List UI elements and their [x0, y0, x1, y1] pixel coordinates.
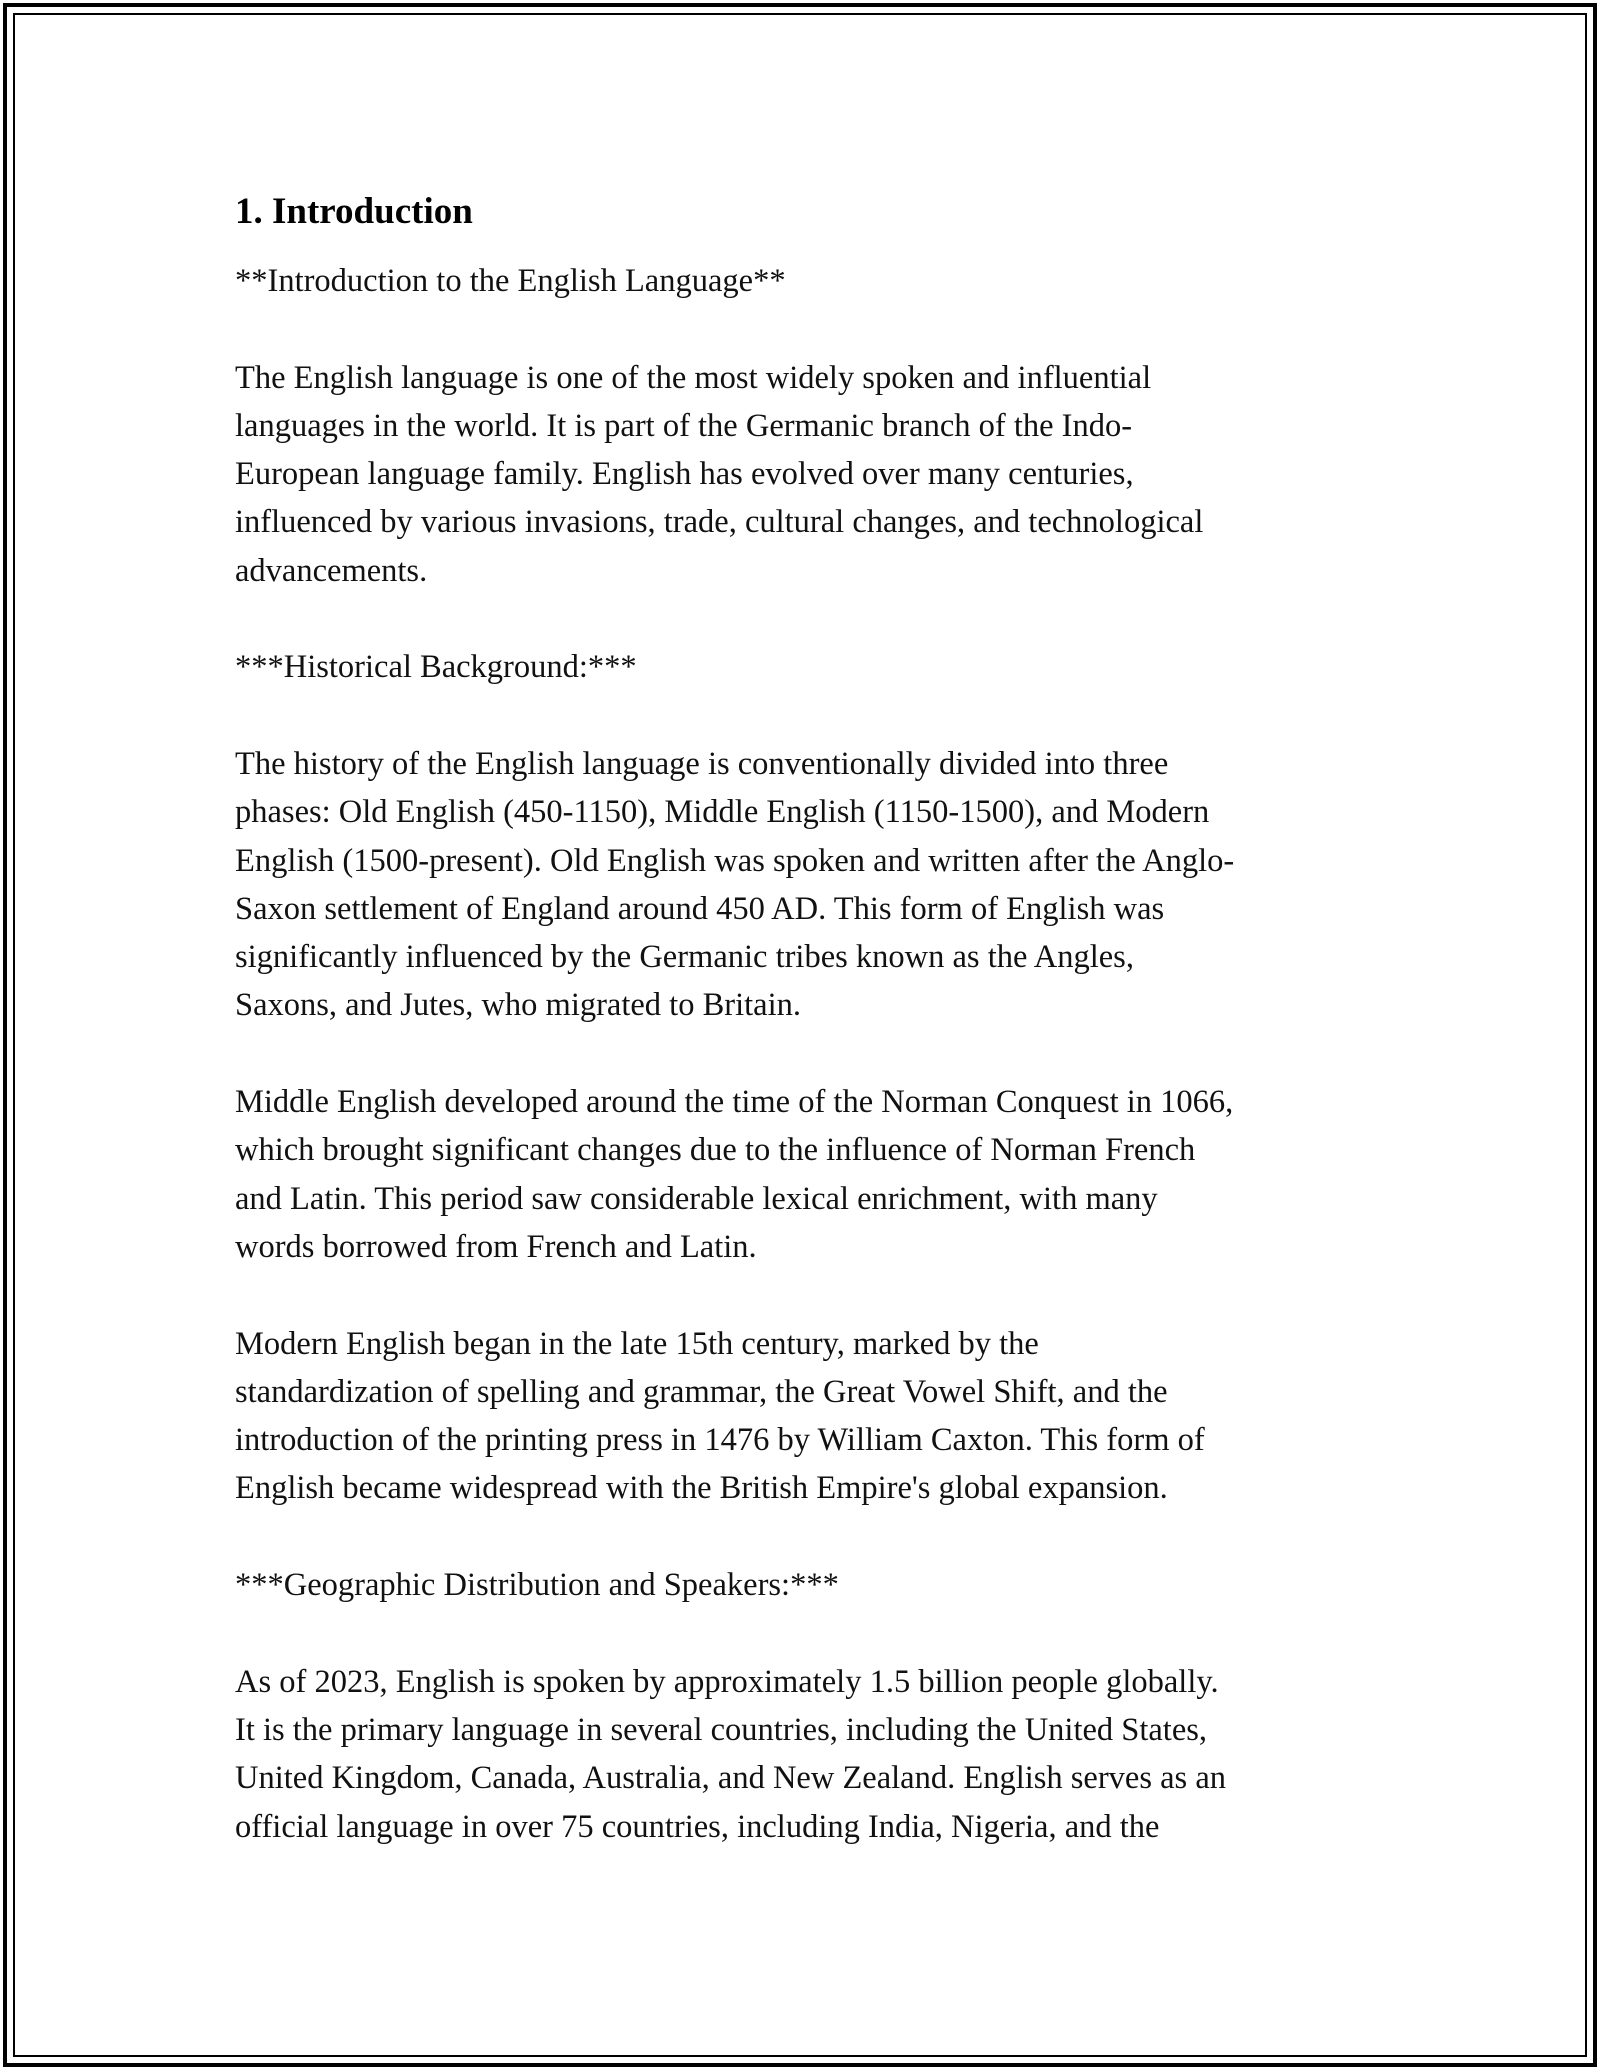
text-line: Middle English developed around the time of the Norman Conquest in 1066, [235, 1084, 1234, 1121]
text-line: It is the primary language in several countries, including the United States, [235, 1711, 1208, 1748]
paragraph-container [235, 257, 1395, 1851]
text-line: advancements. [235, 552, 428, 589]
text-line: and Latin. This period saw considerable lexical enrichment, with many [235, 1180, 1158, 1217]
text-line: Saxon settlement of England around 450 AD. This form of English was [235, 890, 1165, 927]
section-heading: 1. Introduction [235, 191, 473, 232]
text-line: As of 2023, English is spoken by approximately 1.5 billion people globally. [235, 1663, 1219, 1700]
text-line: English (1500-present). Old English was spoken and written after the Anglo- [235, 842, 1235, 879]
text-line: Modern English began in the late 15th century, marked by the [235, 1325, 1039, 1362]
text-line: **Introduction to the English Language** [235, 263, 786, 299]
modern-english-paragraph [235, 1320, 1395, 1513]
speakers-paragraph [235, 1658, 1395, 1851]
text-line: ***Historical Background:*** [235, 649, 637, 686]
middle-english-paragraph [235, 1078, 1395, 1271]
subtitle-paragraph [235, 257, 1395, 305]
text-line: English became widespread with the British Empire's global expansion. [235, 1470, 1168, 1507]
intro-paragraph [235, 354, 1395, 595]
history-paragraph [235, 740, 1395, 1030]
historical-background-heading [235, 643, 1395, 691]
text-line: The history of the English language is conventionally divided into three [235, 745, 1169, 782]
text-line: phases: Old English (450-1150), Middle English (1150-1500), and Modern [235, 794, 1210, 831]
text-line: which brought significant changes due to the influence of Norman French [235, 1132, 1196, 1169]
text-line: standardization of spelling and grammar, the Great Vowel Shift, and the [235, 1373, 1168, 1410]
text-line: introduction of the printing press in 1476 by William Caxton. This form of [235, 1422, 1205, 1459]
text-line: influenced by various invasions, trade, cultural changes, and technological [235, 504, 1204, 541]
text-line: words borrowed from French and Latin. [235, 1228, 757, 1265]
text-line: European language family. English has evolved over many centuries, [235, 456, 1134, 493]
text-line: The English language is one of the most widely spoken and influential [235, 359, 1152, 396]
text-line: United Kingdom, Canada, Australia, and New Zealand. English serves as an [235, 1760, 1226, 1797]
text-line: official language in over 75 countries, including India, Nigeria, and the [235, 1808, 1160, 1845]
text-line: Saxons, and Jutes, who migrated to Britain. [235, 987, 801, 1024]
document-body [235, 187, 1395, 1899]
text-line: languages in the world. It is part of the Germanic branch of the Indo- [235, 407, 1133, 444]
text-line: ***Geographic Distribution and Speakers:*** [235, 1567, 839, 1604]
geographic-distribution-heading [235, 1561, 1395, 1609]
text-line: significantly influenced by the Germanic tribes known as the Angles, [235, 939, 1134, 976]
